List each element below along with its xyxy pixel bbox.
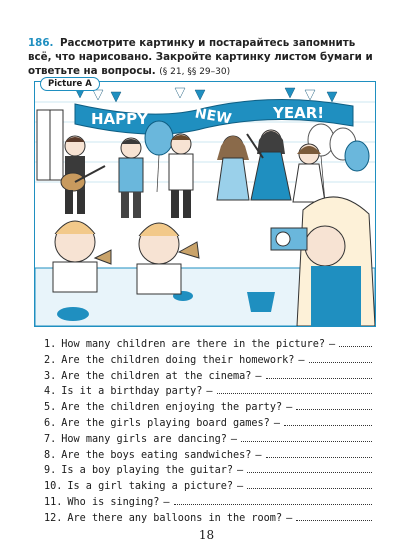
party-illustration xyxy=(34,81,376,327)
party-scene xyxy=(35,82,375,326)
banner-new: NEW xyxy=(193,105,233,128)
question-text: Is a girl taking a picture? xyxy=(67,481,234,493)
answer-line xyxy=(296,400,372,410)
question-item: 9. Is a boy playing the guitar? — xyxy=(44,463,374,479)
page-number: 18 xyxy=(198,528,215,542)
singing-girl xyxy=(217,136,249,200)
banner-happy: HAPPY xyxy=(91,110,149,128)
question-item: 3. Are the children at the cinema? — xyxy=(44,369,374,385)
question-item: 11. Who is singing? — xyxy=(44,495,374,511)
answer-line xyxy=(266,369,372,379)
question-item: 12. Are there any balloons in the room? — xyxy=(44,511,374,527)
answer-line xyxy=(339,337,372,347)
answer-line xyxy=(217,384,373,394)
questions-list xyxy=(44,337,374,527)
question-text: How many children are there in the picture? xyxy=(61,339,326,350)
task-reference: (§ 21, §§ 29–30) xyxy=(159,67,231,77)
question-item: 2. Are the children doing their homework? — xyxy=(44,353,374,369)
task-instruction: Рассмотрите картинку и постарайтесь запомнить всё, что нарисовано. Закройте картинку листом бумаги и ответьте на вопросы. xyxy=(28,37,373,77)
question-text: Are the children doing their homework? xyxy=(61,354,295,366)
question-text: Are the girls playing board games? xyxy=(61,417,270,429)
question-item: 4. Is it a birthday party? — xyxy=(44,384,374,400)
answer-line xyxy=(241,432,372,442)
question-text: Is it a birthday party? xyxy=(61,386,203,398)
question-item: 10. Is a girl taking a picture? — xyxy=(44,479,374,495)
question-text: Are the boys eating sandwiches? xyxy=(61,449,252,461)
question-text: Are there any balloons in the room? xyxy=(67,512,283,524)
question-item: 1. How many children are there in the picture? — xyxy=(44,337,374,353)
banner-year: YEAR! xyxy=(273,104,325,122)
question-item: 8. Are the boys eating sandwiches? — xyxy=(44,448,374,464)
question-item: 7. How many girls are dancing? — xyxy=(44,432,374,448)
task-number: 186. xyxy=(28,37,54,49)
answer-line xyxy=(309,353,373,363)
answer-line xyxy=(296,511,372,521)
question-item: 5. Are the children enjoying the party? — xyxy=(44,400,374,416)
question-text: Are the children at the cinema? xyxy=(61,370,252,382)
task-header xyxy=(28,36,378,79)
question-item: 6. Are the girls playing board games? — xyxy=(44,416,374,432)
question-text: Who is singing? xyxy=(67,496,160,508)
answer-line xyxy=(247,479,372,489)
answer-line xyxy=(174,495,372,505)
picture-label: Picture A xyxy=(40,77,100,91)
answer-line xyxy=(266,448,372,458)
question-text: Are the children enjoying the party? xyxy=(61,402,283,414)
question-text: How many girls are dancing? xyxy=(61,433,227,445)
answer-line xyxy=(247,463,372,473)
answer-line xyxy=(284,416,372,426)
question-text: Is a boy playing the guitar? xyxy=(61,465,234,477)
